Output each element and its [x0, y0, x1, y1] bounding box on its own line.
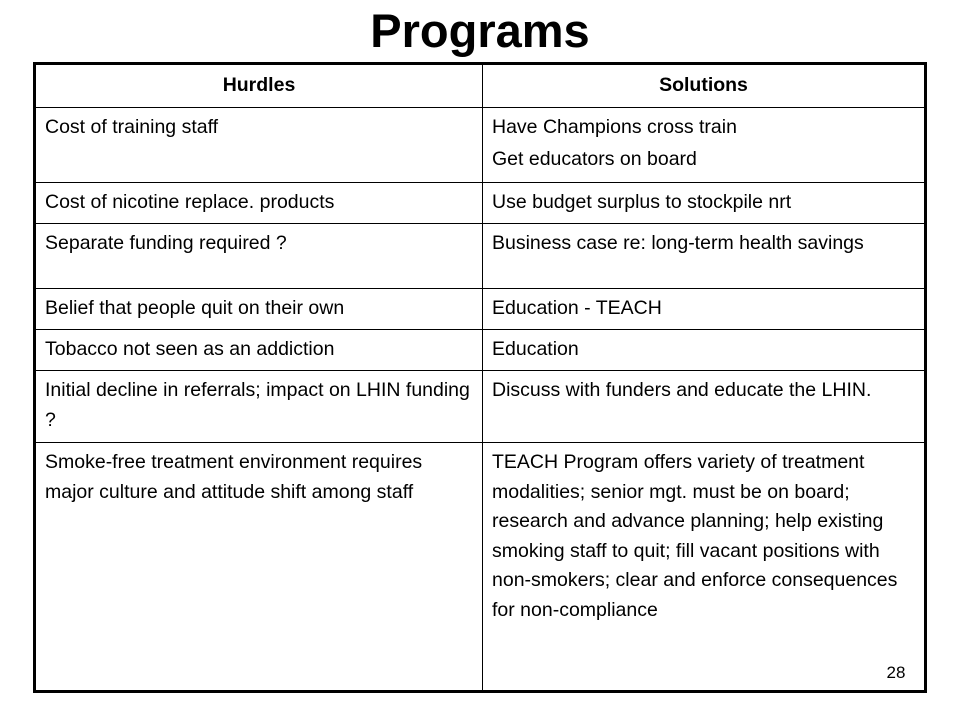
table-row	[35, 223, 926, 288]
hurdles-solutions-table	[33, 62, 927, 693]
solution-line: Get educators on board	[492, 148, 697, 171]
header-hurdles: Hurdles	[35, 64, 483, 108]
slide-title: Programs	[370, 4, 590, 57]
header-solutions: Solutions	[483, 64, 926, 108]
hurdle-cell: Cost of nicotine replace. products	[35, 182, 483, 223]
hurdle-cell: Initial decline in referrals; impact on LHIN funding ?	[35, 371, 483, 443]
solution-cell: Use budget surplus to stockpile nrt	[483, 182, 926, 223]
table-header-row	[35, 64, 926, 108]
table-row	[35, 371, 926, 443]
solution-line: Have Champions cross train	[492, 115, 737, 138]
solution-cell: Education	[483, 330, 926, 371]
solution-cell: TEACH Program offers variety of treatment modalities; senior mgt. must be on board; research and advance planning; help existing smoking staff to quit; fill vacant positions with non-smokers; clear and enforce consequences for non-compliance	[483, 442, 926, 691]
table-row	[35, 288, 926, 329]
solution-cell	[483, 107, 926, 182]
table-row	[35, 182, 926, 223]
page-number: 28	[886, 663, 906, 682]
solution-cell: Discuss with funders and educate the LHIN.	[483, 371, 926, 443]
hurdle-cell: Smoke-free treatment environment requires major culture and attitude shift among staff	[35, 442, 483, 691]
solution-cell: Business case re: long-term health savings	[483, 223, 926, 288]
table-row	[35, 330, 926, 371]
hurdle-cell: Separate funding required ?	[35, 223, 483, 288]
table-row	[35, 442, 926, 691]
hurdle-cell: Cost of training staff	[35, 107, 483, 182]
table-row	[35, 107, 926, 182]
hurdle-cell: Tobacco not seen as an addiction	[35, 330, 483, 371]
hurdle-cell: Belief that people quit on their own	[35, 288, 483, 329]
solution-cell: Education - TEACH	[483, 288, 926, 329]
